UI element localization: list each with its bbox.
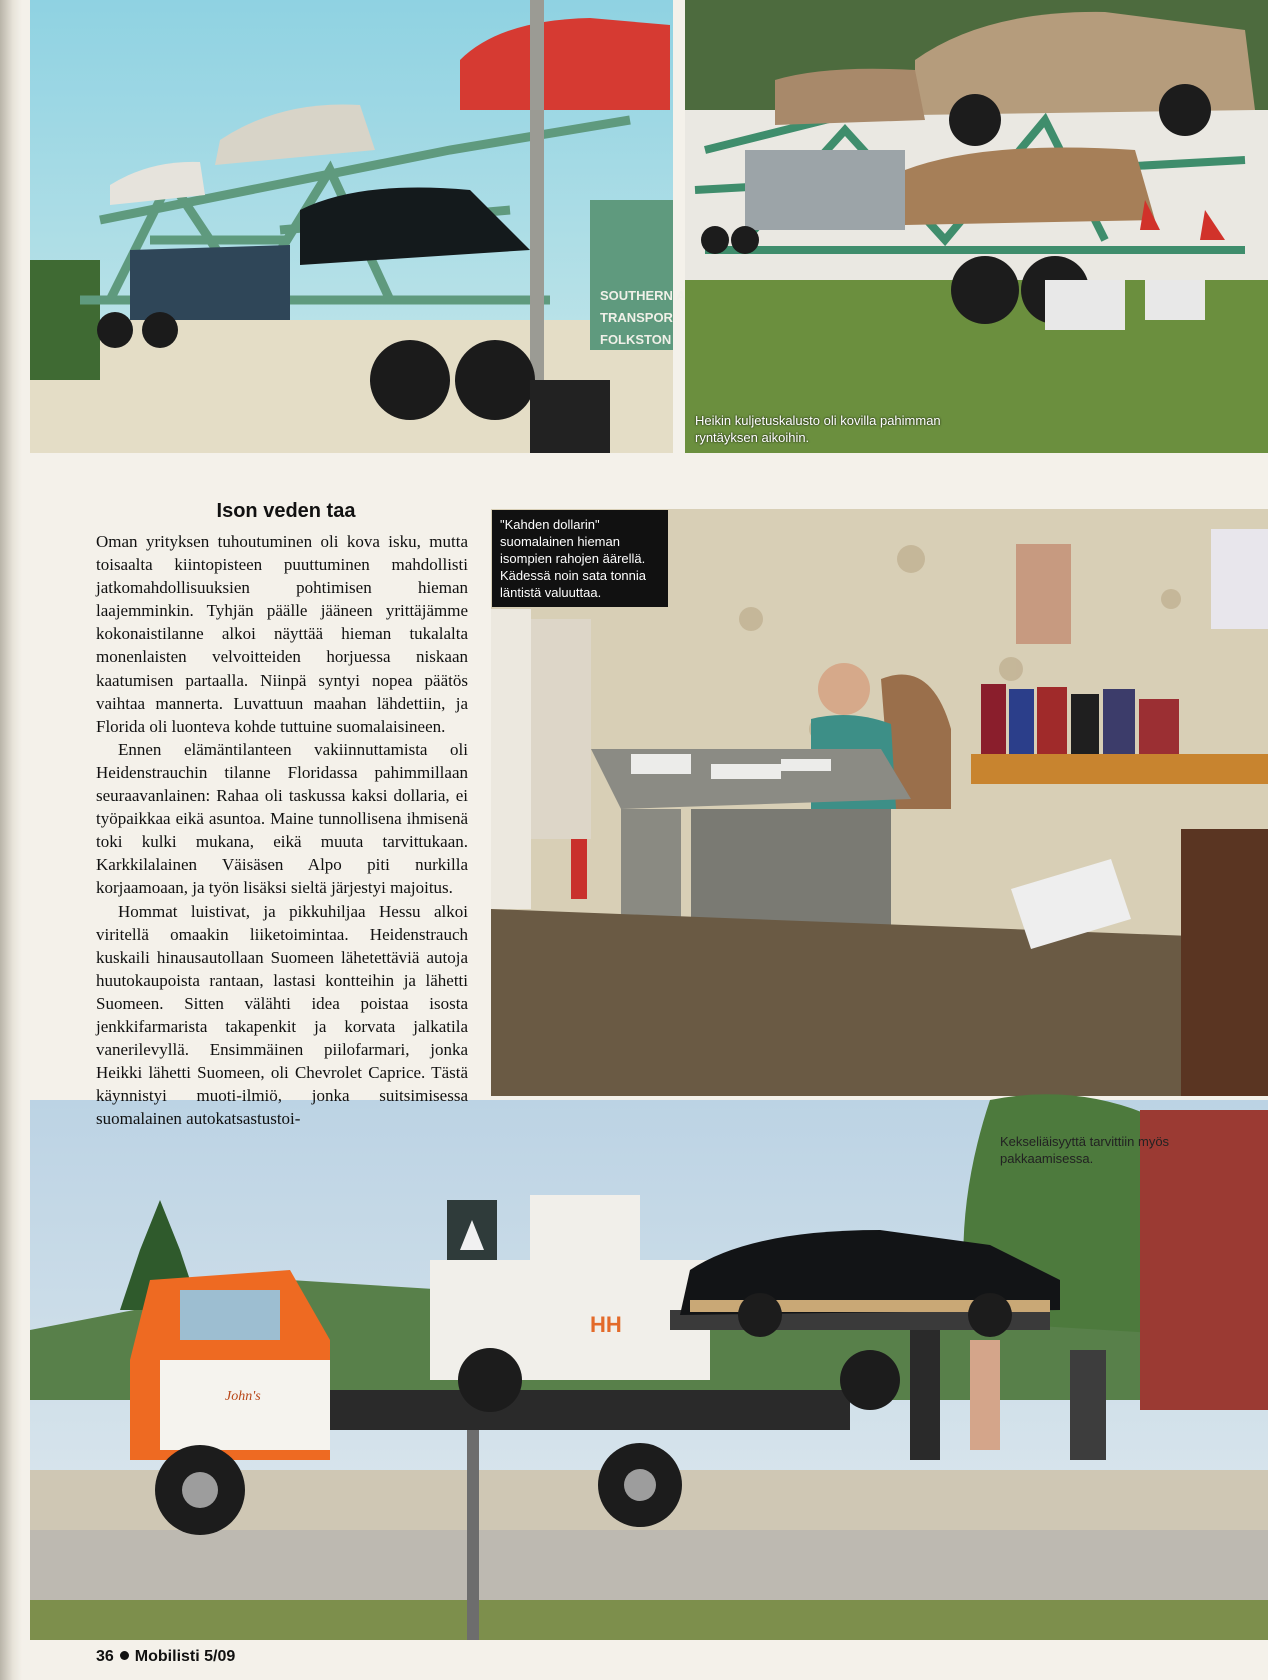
article-paragraph: Oman yrityksen tuhoutuminen oli kova isku, mutta toisaalta kiintopisteen puuttuminen mahdollisti jatkomahdollisuuksien pohtimisen hieman laajemminkin. Tyhjän päälle jääneen yrittäjämme kokonaistilanne alkoi näyttää hieman tukalalta monenlaisten velvoitteiden horjuessa niskaan kaatumisen partaalla. Niinpä syntyi nopea päätös vaihtaa mannerta. Luvattuun maahan lähdettiin, ja Florida oli luonteva kohde tuttuine suomalaisineen. — [96, 532, 468, 736]
page-number: 36 — [96, 1648, 114, 1665]
photo-loaded-car-carrier — [685, 0, 1268, 453]
article-paragraph: Ennen elämäntilanteen vakiinnuttamista oli Heidenstrauchin tilanne Floridassa pahimmillaan seuraavanlainen: Rahaa oli taskussa kaksi dollaria, ei työpaikkaa eikä asuntoa. Maine tunnollisena ihmisenä toki kulki mukana, eikä muuta tarvittukaan. Karkkilalainen Väisäsen Alpo piti nurkilla korjaamoaan, ja työn lisäksi sieltä järjestyi majoitus. — [96, 739, 468, 898]
magazine-name: Mobilisti — [134, 1648, 200, 1665]
caption-car-carrier: Heikin kuljetuskalusto oli kovilla pahimman ryntäyksen aikoihin. — [695, 413, 941, 445]
folio-bullet-icon — [120, 1651, 129, 1660]
article-paragraph: Hommat luistivat, ja pikkuhiljaa Hessu alkoi viritellä omaakin liiketoimintaa. Heidenstrauch kuskaili hinausautollaan Suomeen lähetettäviä autoja huutokaupoista rantaan, lastasi kontteihin ja lähetti Suomeen. Sitten välähti idea poistaa isosta jenkkifarmarista takapenkit ja korvata jalkatila vanerilevyllä. Ensimmäinen piilofarmari, jonka Heikki lähetti Suomeen, oli Chevrolet Caprice. Tästä käynnistyi muoti-ilmiö, jonka suitsimisessa suomalainen autokatsastustoi- — [96, 901, 468, 1129]
caption-tow-truck: Kekseliäisyyttä tarvittiin myös pakkaamisessa. — [1000, 1134, 1170, 1166]
photo-car-carrier-truck — [30, 0, 686, 453]
flatbed-logo: HH — [590, 1312, 622, 1337]
article-body — [96, 530, 468, 1130]
issue-number: 5/09 — [204, 1648, 236, 1665]
page-binding-shadow — [0, 0, 22, 1680]
truck-door-text: FOLKSTON — [600, 332, 672, 347]
truck-door-text: SOUTHERN A — [600, 288, 686, 303]
page-folio — [96, 1648, 235, 1666]
photo-tow-truck — [30, 1100, 1268, 1640]
caption-office: "Kahden dollarin" suomalainen hieman isompien rahojen äärellä. Kädessä noin sata tonnia läntistä valuuttaa. — [492, 510, 668, 607]
tow-door-text: John's — [225, 1389, 261, 1404]
article-heading: Ison veden taa — [216, 500, 356, 522]
truck-door-text: TRANSPOR — [600, 310, 673, 325]
